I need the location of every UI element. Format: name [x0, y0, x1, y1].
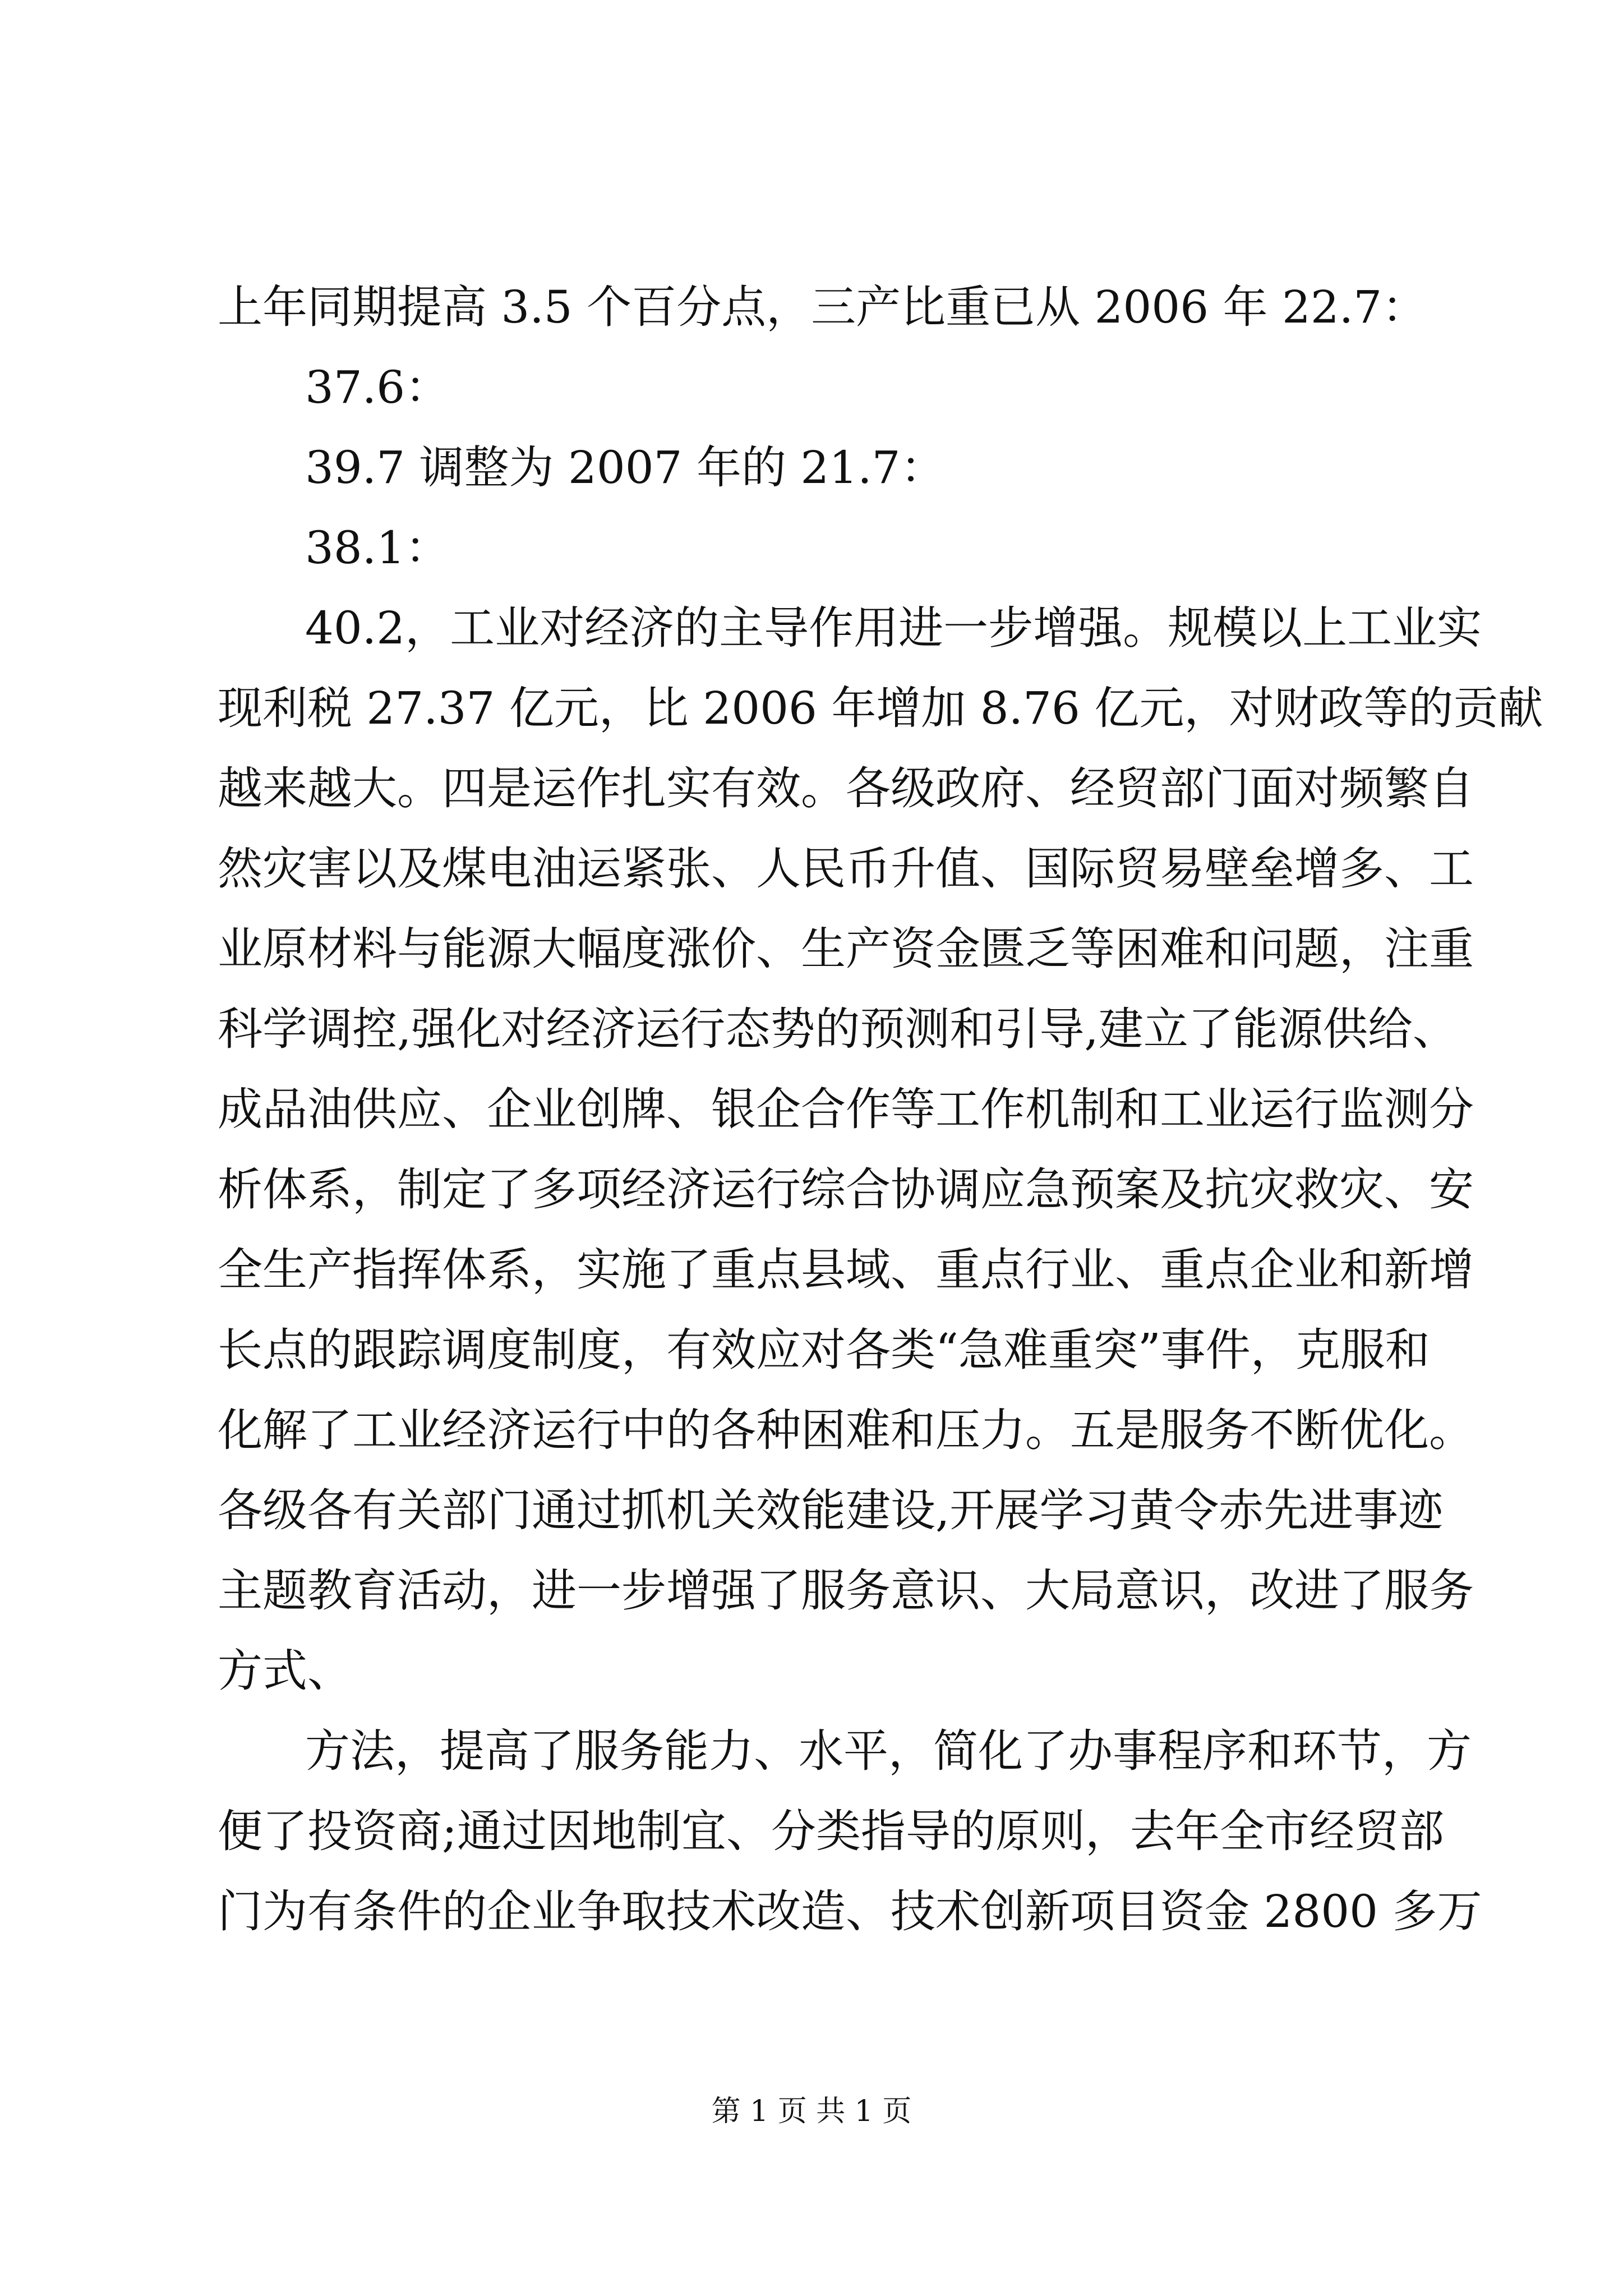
text-line: 便了投资商;通过因地制宜、分类指导的原则，去年全市经贸部 [218, 1805, 1444, 1857]
text-line: 化解了工业经济运行中的各种困难和压力。五是服务不断优化。 [218, 1404, 1474, 1456]
text-line: 40.2，工业对经济的主导作用进一步增强。规模以上工业实 [305, 602, 1482, 654]
text-line: 门为有条件的企业争取技术改造、技术创新项目资金 2800 多万 [218, 1885, 1482, 1938]
text-line: 科学调控,强化对经济运行态势的预测和引导,建立了能源供给、 [218, 1003, 1458, 1055]
text-line: 37.6： [305, 361, 450, 413]
text-line: 然灾害以及煤电油运紧张、人民币升值、国际贸易壁垒增多、工 [218, 843, 1474, 895]
page-footer: 第 1 页 共 1 页 [711, 2095, 912, 2128]
text-line: 主题教育活动，进一步增强了服务意识、大局意识，改进了服务 [218, 1565, 1474, 1617]
text-line: 现利税 27.37 亿元，比 2006 年增加 8.76 亿元，对财政等的贡献 [218, 682, 1543, 734]
text-line: 越来越大。四是运作扎实有效。各级政府、经贸部门面对频繁自 [218, 762, 1474, 815]
text-line: 成品油供应、企业创牌、银企合作等工作机制和工业运行监测分 [218, 1083, 1474, 1135]
text-line: 析体系，制定了多项经济运行综合协调应急预案及抗灾救灾、安 [218, 1163, 1474, 1216]
text-line: 上年同期提高 3.5 个百分点，三产比重已从 2006 年 22.7： [218, 281, 1427, 333]
body-text [218, 267, 1543, 1952]
text-line: 方法，提高了服务能力、水平，简化了办事程序和环节，方 [305, 1725, 1472, 1777]
text-line: 长点的跟踪调度制度，有效应对各类“急难重突”事件，克服和 [218, 1324, 1430, 1376]
text-line: 业原材料与能源大幅度涨价、生产资金匮乏等困难和问题，注重 [218, 923, 1474, 975]
text-line: 全生产指挥体系，实施了重点县域、重点行业、重点企业和新增 [218, 1244, 1474, 1296]
text-line: 方式、 [218, 1645, 352, 1697]
text-line: 39.7 调整为 2007 年的 21.7： [305, 441, 946, 494]
text-line: 38.1： [305, 522, 450, 574]
text-line: 各级各有关部门通过抓机关效能建设,开展学习黄令赤先进事迹 [218, 1484, 1444, 1536]
